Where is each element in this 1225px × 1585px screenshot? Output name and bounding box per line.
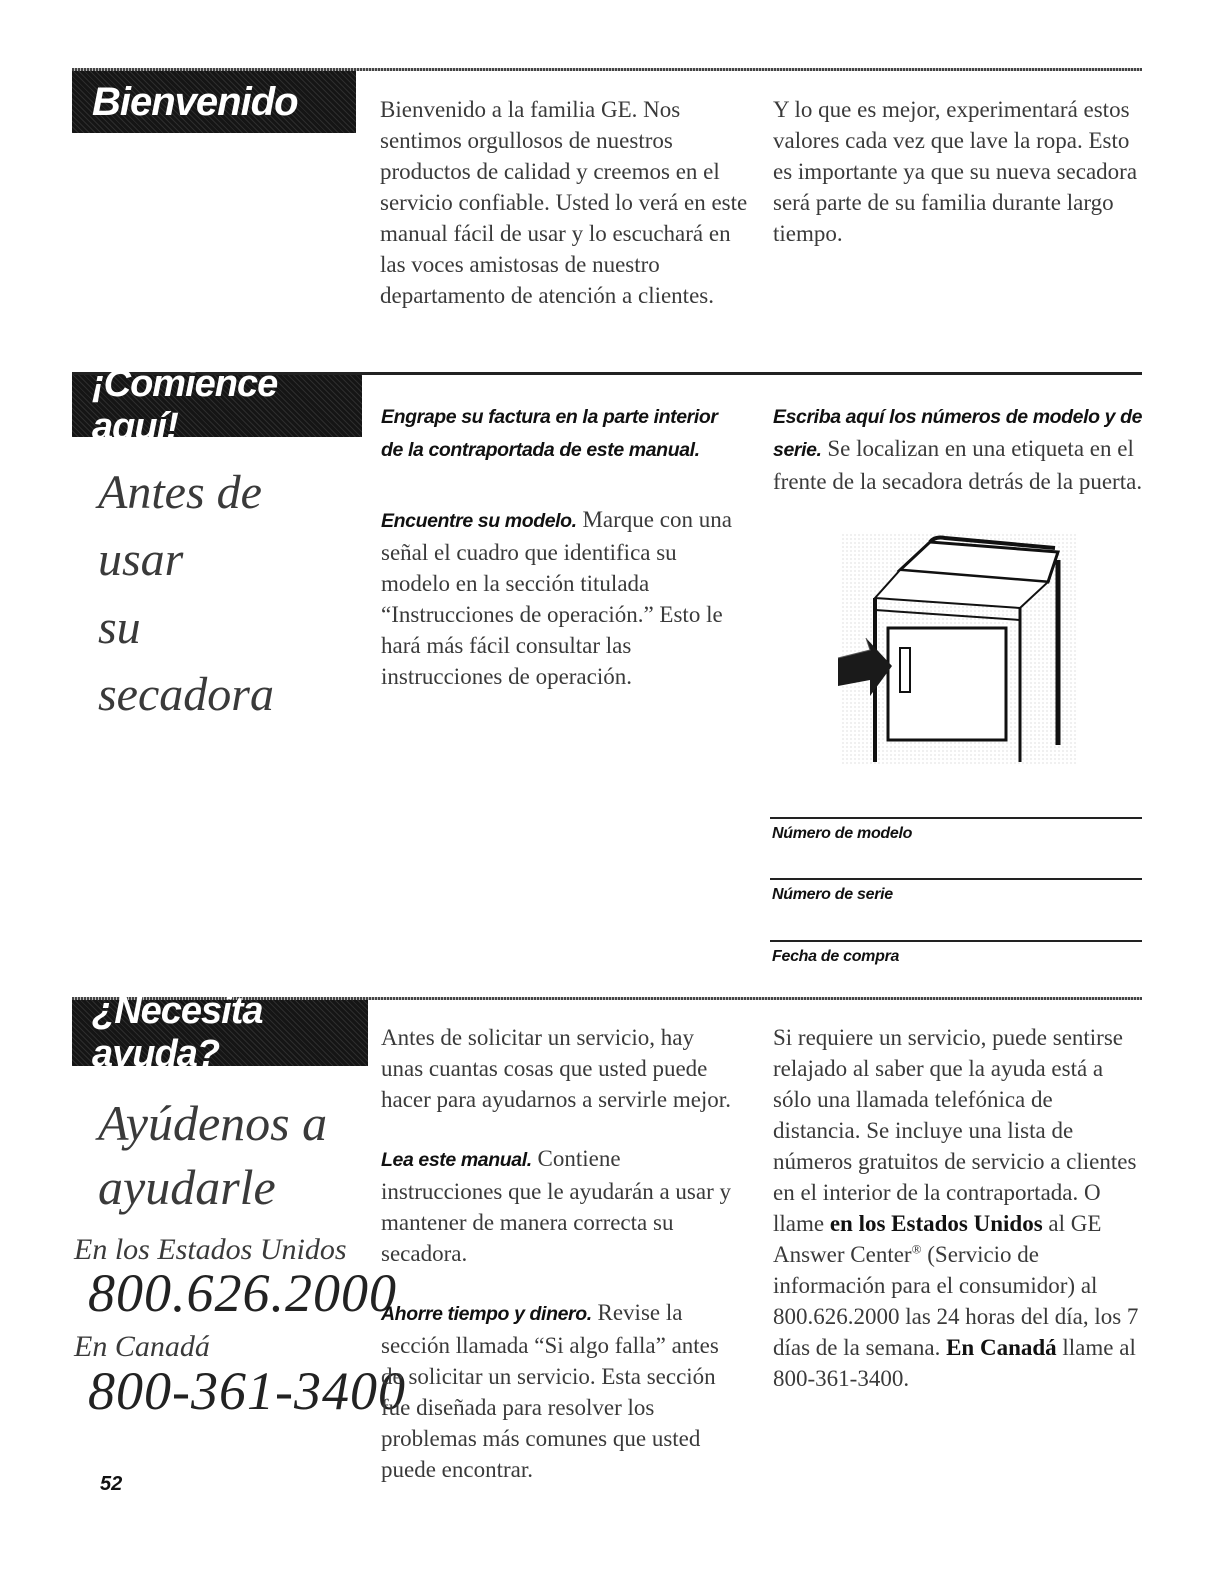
model-text: Marque con una señal el cuadro que identifica su modelo en la sección titulada “Instrucciones de operación.” Esto le hará más fácil consultar las instrucciones de operación.	[381, 507, 732, 689]
service-canada-bold: En Canadá	[946, 1335, 1057, 1360]
help-title-line-1: Ayúdenos a	[98, 1095, 328, 1151]
purchase-date-rule	[770, 940, 1142, 942]
welcome-badge-text: Bienvenido	[92, 79, 298, 124]
model-number-rule	[770, 817, 1142, 819]
service-text-3: (Servicio de información para el consumidor) al 800.626.2000 las 24 horas del día, los 7 días de la semana.	[773, 1242, 1139, 1360]
service-text-2: al GE Answer Center	[773, 1211, 1102, 1267]
serial-number-rule	[770, 878, 1142, 880]
start-col-2	[773, 400, 1143, 525]
service-us-bold: en los Estados Unidos	[829, 1211, 1043, 1236]
serial-number-label: Número de serie	[772, 886, 893, 903]
start-title-line-4: secadora	[98, 668, 274, 721]
start-title-line-2: usar	[98, 533, 184, 586]
start-title-line-1: Antes de	[98, 466, 262, 519]
welcome-col-2	[773, 94, 1143, 277]
registered-mark: ®	[911, 1241, 922, 1257]
help-col-1	[381, 1022, 741, 1513]
read-manual-lead: Lea este manual.	[381, 1149, 532, 1171]
read-manual-text: Contiene instrucciones que le ayudarán a usar y mantener de manera correcta su secadora.	[381, 1146, 731, 1266]
model-lead: Encuentre su modelo.	[381, 510, 577, 532]
canada-phone: 800-361-3400	[88, 1361, 406, 1421]
start-col-1	[381, 400, 741, 720]
start-badge-text: ¡Comience aquí!	[92, 363, 278, 448]
save-time-text: Revise la sección llamada “Si algo falla” antes de solicitar un servicio. Esta sección fue diseñada para resolver los problemas más comunes que usted puede encontrar.	[381, 1300, 719, 1482]
us-phone: 800.626.2000	[88, 1263, 397, 1323]
welcome-paragraph-2: Y lo que es mejor, experimentará estos valores cada vez que lave la ropa. Esto es importante ya que su nueva secadora será parte de su familia durante largo tiempo.	[773, 97, 1138, 246]
purchase-date-label: Fecha de compra	[772, 948, 900, 965]
welcome-badge	[72, 71, 356, 133]
help-intro: Antes de solicitar un servicio, hay unas cuantas cosas que usted puede hacer para ayudarnos a servirle mejor.	[381, 1025, 731, 1112]
help-badge-text: ¿Necesita ayuda?	[92, 990, 263, 1075]
canada-label: En Canadá	[74, 1330, 210, 1363]
start-title-line-3: su	[98, 601, 141, 654]
us-label: En los Estados Unidos	[74, 1233, 347, 1266]
welcome-paragraph-1: Bienvenido a la familia GE. Nos sentimos orgullosos de nuestros productos de calidad y creemos en el servicio confiable. Usted lo verá en este manual fácil de usar y lo escuchará en las voces amistosas de nuestro departamento de atención a clientes.	[380, 97, 748, 308]
service-text-1: Si requiere un servicio, puede sentirse relajado al saber que la ayuda está a sólo una llamada telefónica de distancia. Se incluye una lista de números gratuitos de servicio a clientes en el interior de la contraportada. O llame	[773, 1025, 1137, 1236]
help-col-2	[773, 1022, 1145, 1422]
welcome-col-1	[380, 94, 750, 339]
service-text-4: llame al 800-361-3400.	[773, 1335, 1136, 1391]
write-lead: Escriba aquí los números de modelo y de serie.	[773, 406, 1143, 461]
page-number: 52	[100, 1473, 123, 1495]
help-badge	[72, 990, 368, 1075]
start-badge	[72, 363, 362, 448]
write-text: Se localizan en una etiqueta en el frente de la secadora detrás de la puerta.	[773, 436, 1143, 494]
dryer-illustration	[830, 530, 1080, 775]
staple-instruction: Engrape su factura en la parte interior de la contraportada de este manual.	[381, 406, 718, 461]
dryer-door-handle	[900, 648, 910, 692]
model-number-label: Número de modelo	[772, 825, 913, 842]
save-time-lead: Ahorre tiempo y dinero.	[381, 1303, 592, 1325]
help-title-line-2: ayudarle	[98, 1159, 276, 1215]
